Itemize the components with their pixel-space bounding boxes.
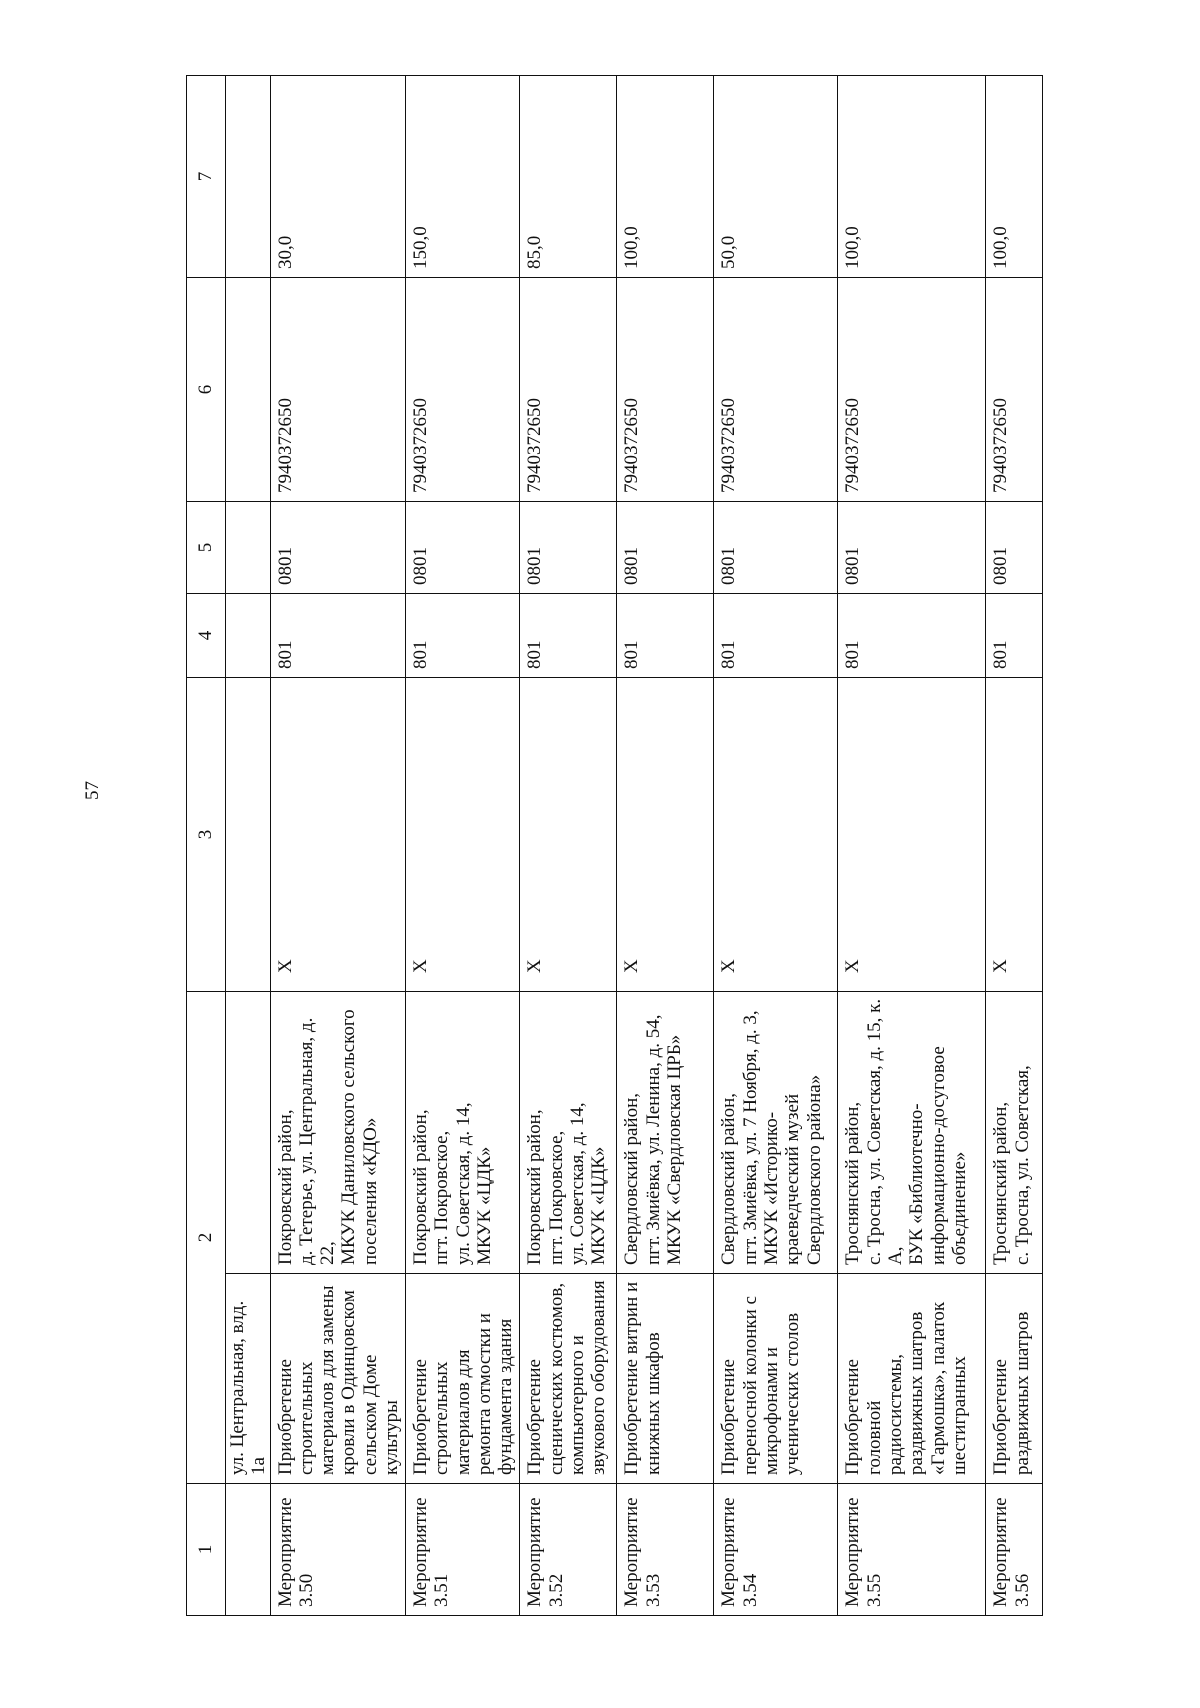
measure-location: Покровский район, пгт. Покровское, ул. Советская, д. 14, МКУК «ЦДК» [406, 992, 520, 1274]
measure-code-5: 0801 [838, 502, 986, 594]
measure-code-6: 7940372650 [617, 278, 714, 502]
measure-description: Приобретение переносной колонки с микрофонами и ученических столов [714, 1274, 838, 1484]
measure-code-6: 7940372650 [714, 278, 838, 502]
measure-description: Приобретение витрин и книжных шкафов [617, 1274, 714, 1484]
measure-code-4: 801 [714, 594, 838, 678]
measure-id: Мероприятие 3.54 [714, 1484, 838, 1616]
header-col-7: 7 [187, 76, 226, 278]
measure-description: Приобретение сценических костюмов, компьютерного и звукового оборудования [520, 1274, 617, 1484]
measure-id: Мероприятие 3.56 [986, 1484, 1043, 1616]
measure-code-6: 7940372650 [406, 278, 520, 502]
measure-code-5: 0801 [617, 502, 714, 594]
measure-mark: X [714, 678, 838, 992]
measure-location: Свердловский район, пгт. Змиёвка, ул. 7 Ноября, д. 3, МКУК «Историко-краеведческий музей Свердловского района» [714, 992, 838, 1274]
header-col-3: 3 [187, 678, 226, 992]
table-row [714, 76, 838, 1616]
measure-location: Свердловский район, пгт. Змиёвка, ул. Ленина, д. 54, МКУК «Свердловская ЦРБ» [617, 992, 714, 1274]
measure-code-5: 0801 [986, 502, 1043, 594]
measure-amount: 85,0 [520, 76, 617, 278]
continuation-row [226, 76, 271, 1616]
measure-amount: 100,0 [838, 76, 986, 278]
measure-id: Мероприятие 3.51 [406, 1484, 520, 1616]
measure-id: Мероприятие 3.52 [520, 1484, 617, 1616]
measure-code-5: 0801 [520, 502, 617, 594]
measure-location: Троснянский район, с. Тросна, ул. Советская, [986, 992, 1043, 1274]
measure-code-5: 0801 [270, 502, 406, 594]
header-row [187, 76, 226, 1616]
measure-description: Приобретение строительных материалов для замены кровли в Одинцовском сельском Доме культуры [270, 1274, 406, 1484]
table-row [838, 76, 986, 1616]
measure-mark: X [270, 678, 406, 992]
measure-code-4: 801 [986, 594, 1043, 678]
table-row [520, 76, 617, 1616]
header-col-5: 5 [187, 502, 226, 594]
measure-code-4: 801 [520, 594, 617, 678]
measure-id: Мероприятие 3.55 [838, 1484, 986, 1616]
measure-code-4: 801 [406, 594, 520, 678]
measure-code-6: 7940372650 [520, 278, 617, 502]
measure-amount: 50,0 [714, 76, 838, 278]
measure-description: Приобретение головной радиосистемы, раздвижных шатров «Гармошка», палаток шестигранных [838, 1274, 986, 1484]
table-row [270, 76, 406, 1616]
table-row [986, 76, 1043, 1616]
measure-location: Троснянский район, с. Тросна, ул. Советская, д. 15, к. А, БУК «Библиотечно-информационно-досуговое объединение» [838, 992, 986, 1274]
measure-code-6: 7940372650 [270, 278, 406, 502]
header-col-6: 6 [187, 278, 226, 502]
measure-id: Мероприятие 3.50 [270, 1484, 406, 1616]
header-col-2: 2 [187, 992, 226, 1484]
measure-description: Приобретение строительных материалов для ремонта отмостки и фундамента здания [406, 1274, 520, 1484]
continuation-col3 [226, 992, 271, 1274]
measure-code-4: 801 [838, 594, 986, 678]
measure-code-5: 0801 [714, 502, 838, 594]
continuation-col1 [226, 1484, 271, 1616]
measure-mark: X [986, 678, 1043, 992]
rotated-table-container [186, 76, 1066, 1616]
measure-code-4: 801 [617, 594, 714, 678]
measure-location: Покровский район, д. Тетерье, ул. Центральная, д. 22, МКУК Даниловского сельского поселения «КДО» [270, 992, 406, 1274]
measure-location: Покровский район, пгт. Покровское, ул. Советская, д. 14, МКУК «ЦДК» [520, 992, 617, 1274]
measure-code-4: 801 [270, 594, 406, 678]
measure-mark: X [617, 678, 714, 992]
measure-amount: 150,0 [406, 76, 520, 278]
measure-code-6: 7940372650 [838, 278, 986, 502]
header-col-1: 1 [187, 1484, 226, 1616]
measure-amount: 100,0 [617, 76, 714, 278]
continuation-col2: ул. Центральная, влд. 1а [226, 1274, 271, 1484]
header-col-4: 4 [187, 594, 226, 678]
measure-code-5: 0801 [406, 502, 520, 594]
measure-mark: X [520, 678, 617, 992]
measures-table [186, 75, 1043, 1616]
measure-amount: 100,0 [986, 76, 1043, 278]
table-row [406, 76, 520, 1616]
measure-description: Приобретение раздвижных шатров [986, 1274, 1043, 1484]
measure-mark: X [838, 678, 986, 992]
measure-code-6: 7940372650 [986, 278, 1043, 502]
page-number: 57 [82, 781, 103, 800]
table-row [617, 76, 714, 1616]
measure-amount: 30,0 [270, 76, 406, 278]
measure-id: Мероприятие 3.53 [617, 1484, 714, 1616]
measure-mark: X [406, 678, 520, 992]
